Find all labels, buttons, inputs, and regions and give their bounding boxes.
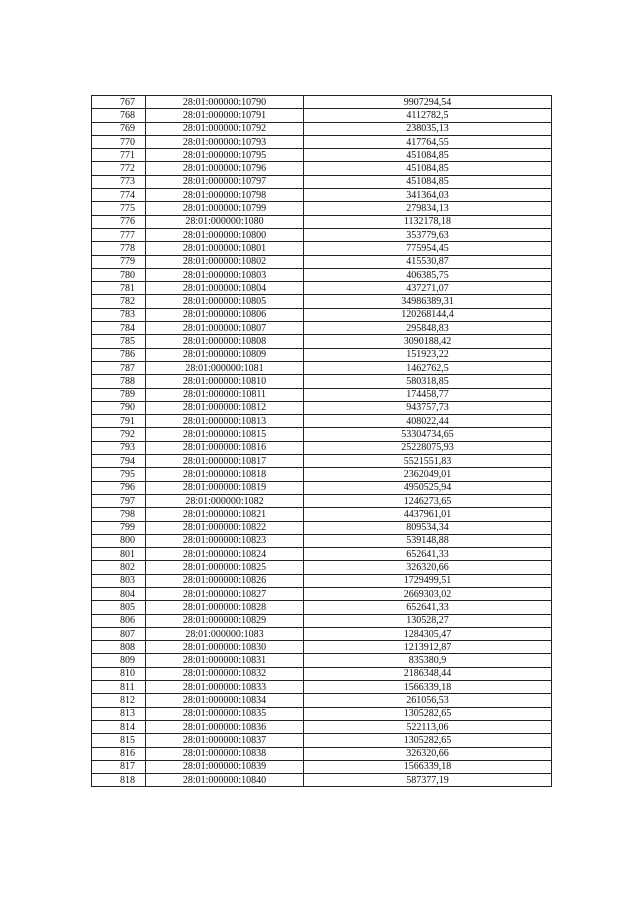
table-row bbox=[92, 308, 552, 321]
cadastral-value-cell: 1213912,87 bbox=[304, 641, 552, 654]
cadastral-number-cell: 28:01:000000:10791 bbox=[146, 109, 304, 122]
row-number-cell: 771 bbox=[92, 149, 146, 162]
cadastral-number-cell: 28:01:000000:10838 bbox=[146, 747, 304, 760]
row-number-cell: 810 bbox=[92, 667, 146, 680]
row-number-cell: 770 bbox=[92, 135, 146, 148]
row-number-cell: 772 bbox=[92, 162, 146, 175]
table-row bbox=[92, 508, 552, 521]
table-row bbox=[92, 521, 552, 534]
row-number-cell: 773 bbox=[92, 175, 146, 188]
cadastral-number-cell: 28:01:000000:10801 bbox=[146, 242, 304, 255]
table-row bbox=[92, 441, 552, 454]
row-number-cell: 789 bbox=[92, 388, 146, 401]
cadastral-value-cell: 53304734,65 bbox=[304, 428, 552, 441]
cadastral-value-cell: 451084,85 bbox=[304, 149, 552, 162]
cadastral-value-cell: 25228075,93 bbox=[304, 441, 552, 454]
table-row bbox=[92, 654, 552, 667]
cadastral-value-cell: 1284305,47 bbox=[304, 627, 552, 640]
cadastral-number-cell: 28:01:000000:1081 bbox=[146, 361, 304, 374]
table-row bbox=[92, 468, 552, 481]
cadastral-number-cell: 28:01:000000:10813 bbox=[146, 415, 304, 428]
row-number-cell: 792 bbox=[92, 428, 146, 441]
cadastral-value-cell: 151923,22 bbox=[304, 348, 552, 361]
row-number-cell: 813 bbox=[92, 707, 146, 720]
cadastral-value-cell: 4437961,01 bbox=[304, 508, 552, 521]
cadastral-number-cell: 28:01:000000:10819 bbox=[146, 481, 304, 494]
table-row bbox=[92, 122, 552, 135]
table-row bbox=[92, 455, 552, 468]
cadastral-number-cell: 28:01:000000:10834 bbox=[146, 694, 304, 707]
cadastral-value-cell: 4112782,5 bbox=[304, 109, 552, 122]
cadastral-number-cell: 28:01:000000:1083 bbox=[146, 627, 304, 640]
row-number-cell: 786 bbox=[92, 348, 146, 361]
cadastral-number-cell: 28:01:000000:10800 bbox=[146, 228, 304, 241]
row-number-cell: 818 bbox=[92, 774, 146, 787]
table-row bbox=[92, 255, 552, 268]
cadastral-value-cell: 417764,55 bbox=[304, 135, 552, 148]
row-number-cell: 795 bbox=[92, 468, 146, 481]
row-number-cell: 803 bbox=[92, 574, 146, 587]
cadastral-number-cell: 28:01:000000:10792 bbox=[146, 122, 304, 135]
row-number-cell: 780 bbox=[92, 268, 146, 281]
cadastral-value-cell: 1566339,18 bbox=[304, 681, 552, 694]
cadastral-number-cell: 28:01:000000:10825 bbox=[146, 561, 304, 574]
table-row bbox=[92, 348, 552, 361]
cadastral-value-cell: 2669303,02 bbox=[304, 587, 552, 600]
row-number-cell: 776 bbox=[92, 215, 146, 228]
table-row bbox=[92, 601, 552, 614]
cadastral-value-cell: 279834,13 bbox=[304, 202, 552, 215]
cadastral-number-cell: 28:01:000000:10836 bbox=[146, 720, 304, 733]
cadastral-value-cell: 130528,27 bbox=[304, 614, 552, 627]
cadastral-value-cell: 326320,66 bbox=[304, 561, 552, 574]
row-number-cell: 812 bbox=[92, 694, 146, 707]
cadastral-value-cell: 3090188,42 bbox=[304, 335, 552, 348]
cadastral-number-cell: 28:01:000000:10817 bbox=[146, 455, 304, 468]
cadastral-number-cell: 28:01:000000:1080 bbox=[146, 215, 304, 228]
cadastral-number-cell: 28:01:000000:10835 bbox=[146, 707, 304, 720]
table-row bbox=[92, 375, 552, 388]
cadastral-number-cell: 28:01:000000:10824 bbox=[146, 548, 304, 561]
row-number-cell: 778 bbox=[92, 242, 146, 255]
cadastral-value-cell: 415530,87 bbox=[304, 255, 552, 268]
cadastral-number-cell: 28:01:000000:10810 bbox=[146, 375, 304, 388]
cadastral-value-cell: 353779,63 bbox=[304, 228, 552, 241]
table-row bbox=[92, 202, 552, 215]
table-row bbox=[92, 388, 552, 401]
cadastral-value-cell: 408022,44 bbox=[304, 415, 552, 428]
row-number-cell: 794 bbox=[92, 455, 146, 468]
table-row bbox=[92, 494, 552, 507]
table-row bbox=[92, 627, 552, 640]
row-number-cell: 783 bbox=[92, 308, 146, 321]
row-number-cell: 806 bbox=[92, 614, 146, 627]
row-number-cell: 799 bbox=[92, 521, 146, 534]
cadastral-number-cell: 28:01:000000:1082 bbox=[146, 494, 304, 507]
row-number-cell: 785 bbox=[92, 335, 146, 348]
cadastral-number-cell: 28:01:000000:10799 bbox=[146, 202, 304, 215]
cadastral-value-cell: 522113,06 bbox=[304, 720, 552, 733]
table-row bbox=[92, 734, 552, 747]
table-row bbox=[92, 747, 552, 760]
row-number-cell: 801 bbox=[92, 548, 146, 561]
cadastral-number-cell: 28:01:000000:10818 bbox=[146, 468, 304, 481]
table-row bbox=[92, 481, 552, 494]
cadastral-value-cell: 1305282,65 bbox=[304, 707, 552, 720]
table-row bbox=[92, 774, 552, 787]
table-row bbox=[92, 667, 552, 680]
table-row bbox=[92, 361, 552, 374]
row-number-cell: 814 bbox=[92, 720, 146, 733]
cadastral-value-cell: 809534,34 bbox=[304, 521, 552, 534]
table-row bbox=[92, 109, 552, 122]
table-row bbox=[92, 681, 552, 694]
cadastral-value-cell: 2362049,01 bbox=[304, 468, 552, 481]
row-number-cell: 804 bbox=[92, 587, 146, 600]
cadastral-value-cell: 835380,9 bbox=[304, 654, 552, 667]
row-number-cell: 800 bbox=[92, 534, 146, 547]
row-number-cell: 811 bbox=[92, 681, 146, 694]
row-number-cell: 779 bbox=[92, 255, 146, 268]
cadastral-value-cell: 437271,07 bbox=[304, 282, 552, 295]
table-row bbox=[92, 614, 552, 627]
row-number-cell: 767 bbox=[92, 96, 146, 109]
row-number-cell: 788 bbox=[92, 375, 146, 388]
cadastral-value-cell: 9907294,54 bbox=[304, 96, 552, 109]
row-number-cell: 809 bbox=[92, 654, 146, 667]
table-row bbox=[92, 587, 552, 600]
row-number-cell: 777 bbox=[92, 228, 146, 241]
cadastral-value-cell: 1729499,51 bbox=[304, 574, 552, 587]
cadastral-value-cell: 261056,53 bbox=[304, 694, 552, 707]
cadastral-value-cell: 580318,85 bbox=[304, 375, 552, 388]
cadastral-number-cell: 28:01:000000:10804 bbox=[146, 282, 304, 295]
cadastral-value-cell: 1462762,5 bbox=[304, 361, 552, 374]
cadastral-number-cell: 28:01:000000:10811 bbox=[146, 388, 304, 401]
cadastral-number-cell: 28:01:000000:10815 bbox=[146, 428, 304, 441]
cadastral-number-cell: 28:01:000000:10826 bbox=[146, 574, 304, 587]
table-row bbox=[92, 561, 552, 574]
cadastral-number-cell: 28:01:000000:10805 bbox=[146, 295, 304, 308]
cadastral-value-cell: 5521551,83 bbox=[304, 455, 552, 468]
row-number-cell: 790 bbox=[92, 401, 146, 414]
table-row bbox=[92, 720, 552, 733]
row-number-cell: 817 bbox=[92, 760, 146, 773]
table-row bbox=[92, 694, 552, 707]
row-number-cell: 784 bbox=[92, 322, 146, 335]
cadastral-value-cell: 1305282,65 bbox=[304, 734, 552, 747]
cadastral-value-cell: 295848,83 bbox=[304, 322, 552, 335]
row-number-cell: 798 bbox=[92, 508, 146, 521]
cadastral-number-cell: 28:01:000000:10837 bbox=[146, 734, 304, 747]
table-row bbox=[92, 548, 552, 561]
cadastral-number-cell: 28:01:000000:10795 bbox=[146, 149, 304, 162]
cadastral-number-cell: 28:01:000000:10790 bbox=[146, 96, 304, 109]
row-number-cell: 808 bbox=[92, 641, 146, 654]
cadastral-number-cell: 28:01:000000:10798 bbox=[146, 189, 304, 202]
table-row bbox=[92, 162, 552, 175]
table-row bbox=[92, 401, 552, 414]
table-row bbox=[92, 282, 552, 295]
table-row bbox=[92, 322, 552, 335]
row-number-cell: 781 bbox=[92, 282, 146, 295]
cadastral-number-cell: 28:01:000000:10822 bbox=[146, 521, 304, 534]
cadastral-number-cell: 28:01:000000:10829 bbox=[146, 614, 304, 627]
row-number-cell: 769 bbox=[92, 122, 146, 135]
cadastral-number-cell: 28:01:000000:10797 bbox=[146, 175, 304, 188]
cadastral-value-cell: 120268144,4 bbox=[304, 308, 552, 321]
table-row bbox=[92, 760, 552, 773]
row-number-cell: 797 bbox=[92, 494, 146, 507]
table-row bbox=[92, 707, 552, 720]
row-number-cell: 816 bbox=[92, 747, 146, 760]
cadastral-number-cell: 28:01:000000:10827 bbox=[146, 587, 304, 600]
cadastral-value-cell: 2186348,44 bbox=[304, 667, 552, 680]
cadastral-number-cell: 28:01:000000:10823 bbox=[146, 534, 304, 547]
cadastral-value-cell: 943757,73 bbox=[304, 401, 552, 414]
table-row bbox=[92, 335, 552, 348]
cadastral-number-cell: 28:01:000000:10828 bbox=[146, 601, 304, 614]
table-row bbox=[92, 534, 552, 547]
row-number-cell: 787 bbox=[92, 361, 146, 374]
cadastral-value-table bbox=[91, 95, 552, 787]
row-number-cell: 774 bbox=[92, 189, 146, 202]
table-row bbox=[92, 228, 552, 241]
cadastral-number-cell: 28:01:000000:10840 bbox=[146, 774, 304, 787]
table-row bbox=[92, 242, 552, 255]
table-row bbox=[92, 428, 552, 441]
table-row bbox=[92, 574, 552, 587]
table-row bbox=[92, 215, 552, 228]
row-number-cell: 793 bbox=[92, 441, 146, 454]
table-body bbox=[92, 96, 552, 787]
cadastral-number-cell: 28:01:000000:10806 bbox=[146, 308, 304, 321]
row-number-cell: 802 bbox=[92, 561, 146, 574]
cadastral-number-cell: 28:01:000000:10812 bbox=[146, 401, 304, 414]
cadastral-value-cell: 341364,03 bbox=[304, 189, 552, 202]
cadastral-number-cell: 28:01:000000:10831 bbox=[146, 654, 304, 667]
cadastral-value-cell: 451084,85 bbox=[304, 175, 552, 188]
cadastral-number-cell: 28:01:000000:10793 bbox=[146, 135, 304, 148]
cadastral-number-cell: 28:01:000000:10833 bbox=[146, 681, 304, 694]
cadastral-number-cell: 28:01:000000:10821 bbox=[146, 508, 304, 521]
table-row bbox=[92, 268, 552, 281]
cadastral-number-cell: 28:01:000000:10809 bbox=[146, 348, 304, 361]
cadastral-value-cell: 539148,88 bbox=[304, 534, 552, 547]
row-number-cell: 805 bbox=[92, 601, 146, 614]
cadastral-value-cell: 1246273,65 bbox=[304, 494, 552, 507]
table-row bbox=[92, 135, 552, 148]
table-row bbox=[92, 415, 552, 428]
cadastral-value-cell: 34986389,31 bbox=[304, 295, 552, 308]
cadastral-value-cell: 406385,75 bbox=[304, 268, 552, 281]
cadastral-number-cell: 28:01:000000:10832 bbox=[146, 667, 304, 680]
cadastral-value-cell: 451084,85 bbox=[304, 162, 552, 175]
table-row bbox=[92, 96, 552, 109]
table-row bbox=[92, 149, 552, 162]
cadastral-number-cell: 28:01:000000:10808 bbox=[146, 335, 304, 348]
cadastral-value-cell: 775954,45 bbox=[304, 242, 552, 255]
row-number-cell: 807 bbox=[92, 627, 146, 640]
cadastral-value-cell: 587377,19 bbox=[304, 774, 552, 787]
table-row bbox=[92, 295, 552, 308]
cadastral-value-cell: 1566339,18 bbox=[304, 760, 552, 773]
cadastral-value-cell: 652641,33 bbox=[304, 548, 552, 561]
cadastral-value-cell: 1132178,18 bbox=[304, 215, 552, 228]
table-row bbox=[92, 175, 552, 188]
cadastral-number-cell: 28:01:000000:10816 bbox=[146, 441, 304, 454]
cadastral-value-cell: 174458,77 bbox=[304, 388, 552, 401]
row-number-cell: 815 bbox=[92, 734, 146, 747]
cadastral-number-cell: 28:01:000000:10807 bbox=[146, 322, 304, 335]
table-row bbox=[92, 641, 552, 654]
cadastral-number-cell: 28:01:000000:10803 bbox=[146, 268, 304, 281]
row-number-cell: 791 bbox=[92, 415, 146, 428]
cadastral-value-cell: 326320,66 bbox=[304, 747, 552, 760]
row-number-cell: 796 bbox=[92, 481, 146, 494]
row-number-cell: 782 bbox=[92, 295, 146, 308]
cadastral-number-cell: 28:01:000000:10830 bbox=[146, 641, 304, 654]
cadastral-number-cell: 28:01:000000:10802 bbox=[146, 255, 304, 268]
table-row bbox=[92, 189, 552, 202]
cadastral-number-cell: 28:01:000000:10839 bbox=[146, 760, 304, 773]
cadastral-value-cell: 652641,33 bbox=[304, 601, 552, 614]
row-number-cell: 775 bbox=[92, 202, 146, 215]
cadastral-value-cell: 4950525,94 bbox=[304, 481, 552, 494]
row-number-cell: 768 bbox=[92, 109, 146, 122]
cadastral-number-cell: 28:01:000000:10796 bbox=[146, 162, 304, 175]
cadastral-value-cell: 238035,13 bbox=[304, 122, 552, 135]
